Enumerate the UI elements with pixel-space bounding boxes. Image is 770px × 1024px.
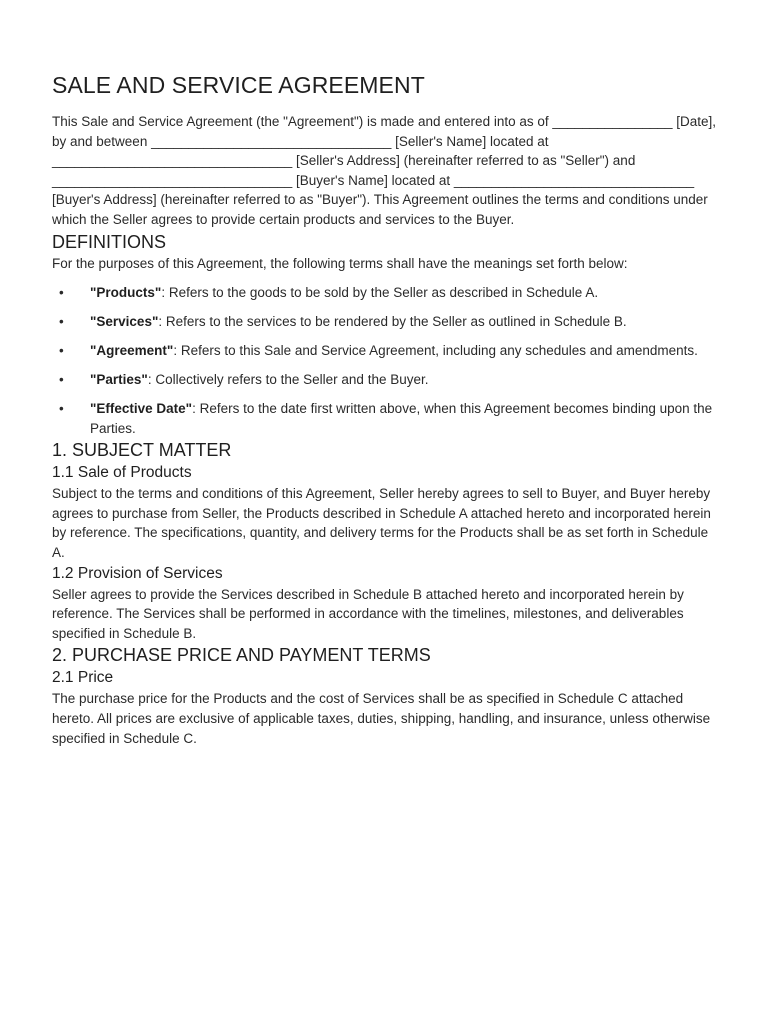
definitions-heading: DEFINITIONS (52, 231, 167, 252)
document-page (52, 68, 722, 748)
section-1-1-heading: 1.1 Sale of Products (52, 464, 192, 482)
bullet-icon: • (59, 401, 64, 417)
list-item (52, 399, 722, 438)
definition-text: : Collectively refers to the Seller and the Buyer. (147, 371, 429, 387)
definition-text: : Refers to the date first written above, when this Agreement becomes binding upon the Parties. (90, 401, 713, 436)
definition-text: : Refers to this Sale and Service Agreement, including any schedules and amendments. (173, 342, 698, 358)
section-1-1-text: Subject to the terms and conditions of this Agreement, Seller hereby agrees to sell to Buyer, and Buyer hereby agrees to purchase from Seller, the Products described in Schedule A attached hereto and incorporated herein by reference. The specifications, quantity, and delivery terms for the Products shall be as set forth in Schedule A. (52, 486, 711, 560)
intro-paragraph: This Sale and Service Agreement (the "Agreement") is made and entered into as of ________________ [Date], by and between ________________________________ [Seller's Name] located at ________________________________ [Seller's Address] (hereinafter referred to as "Seller") and ________________________________ [Buyer's Name] located at ________________________________ [Buyer's Address] (hereinafter referred to as "Buyer"). This Agreement outlines the terms and conditions under which the Seller agrees to provide certain products and services to the Buyer. (52, 114, 717, 227)
list-item (52, 341, 722, 361)
definitions-list (52, 283, 722, 439)
section-1-2-text: Seller agrees to provide the Services described in Schedule B attached hereto and incorporated herein by reference. The Services shall be performed in accordance with the timelines, milestones, and deliverables specified in Schedule B. (52, 586, 684, 641)
section-1-2-heading: 1.2 Provision of Services (52, 564, 223, 582)
list-item (52, 283, 722, 303)
section-2-heading: 2. PURCHASE PRICE AND PAYMENT TERMS (52, 645, 431, 666)
document-title: SALE AND SERVICE AGREEMENT (52, 72, 425, 98)
bullet-icon: • (59, 313, 64, 329)
definition-term: "Products" (90, 284, 162, 300)
bullet-icon: • (59, 342, 64, 358)
definitions-intro: For the purposes of this Agreement, the following terms shall have the meanings set forth below: (52, 255, 628, 271)
definition-term: "Parties" (90, 371, 148, 387)
definition-term: "Agreement" (90, 342, 174, 358)
bullet-icon: • (59, 371, 64, 387)
list-item (52, 370, 722, 390)
definition-text: : Refers to the goods to be sold by the Seller as described in Schedule A. (161, 284, 599, 300)
definition-term: "Effective Date" (90, 401, 193, 417)
list-item (52, 312, 722, 332)
section-1-heading: 1. SUBJECT MATTER (52, 440, 232, 461)
section-2-1-text: The purchase price for the Products and the cost of Services shall be as specified in Schedule C attached hereto. All prices are exclusive of applicable taxes, duties, shipping, handling, and insurance, unless otherwise specified in Schedule C. (52, 691, 711, 746)
bullet-icon: • (59, 284, 64, 300)
definition-term: "Services" (90, 313, 159, 329)
section-2-1-heading: 2.1 Price (52, 669, 114, 687)
definition-text: : Refers to the services to be rendered by the Seller as outlined in Schedule B. (158, 313, 627, 329)
